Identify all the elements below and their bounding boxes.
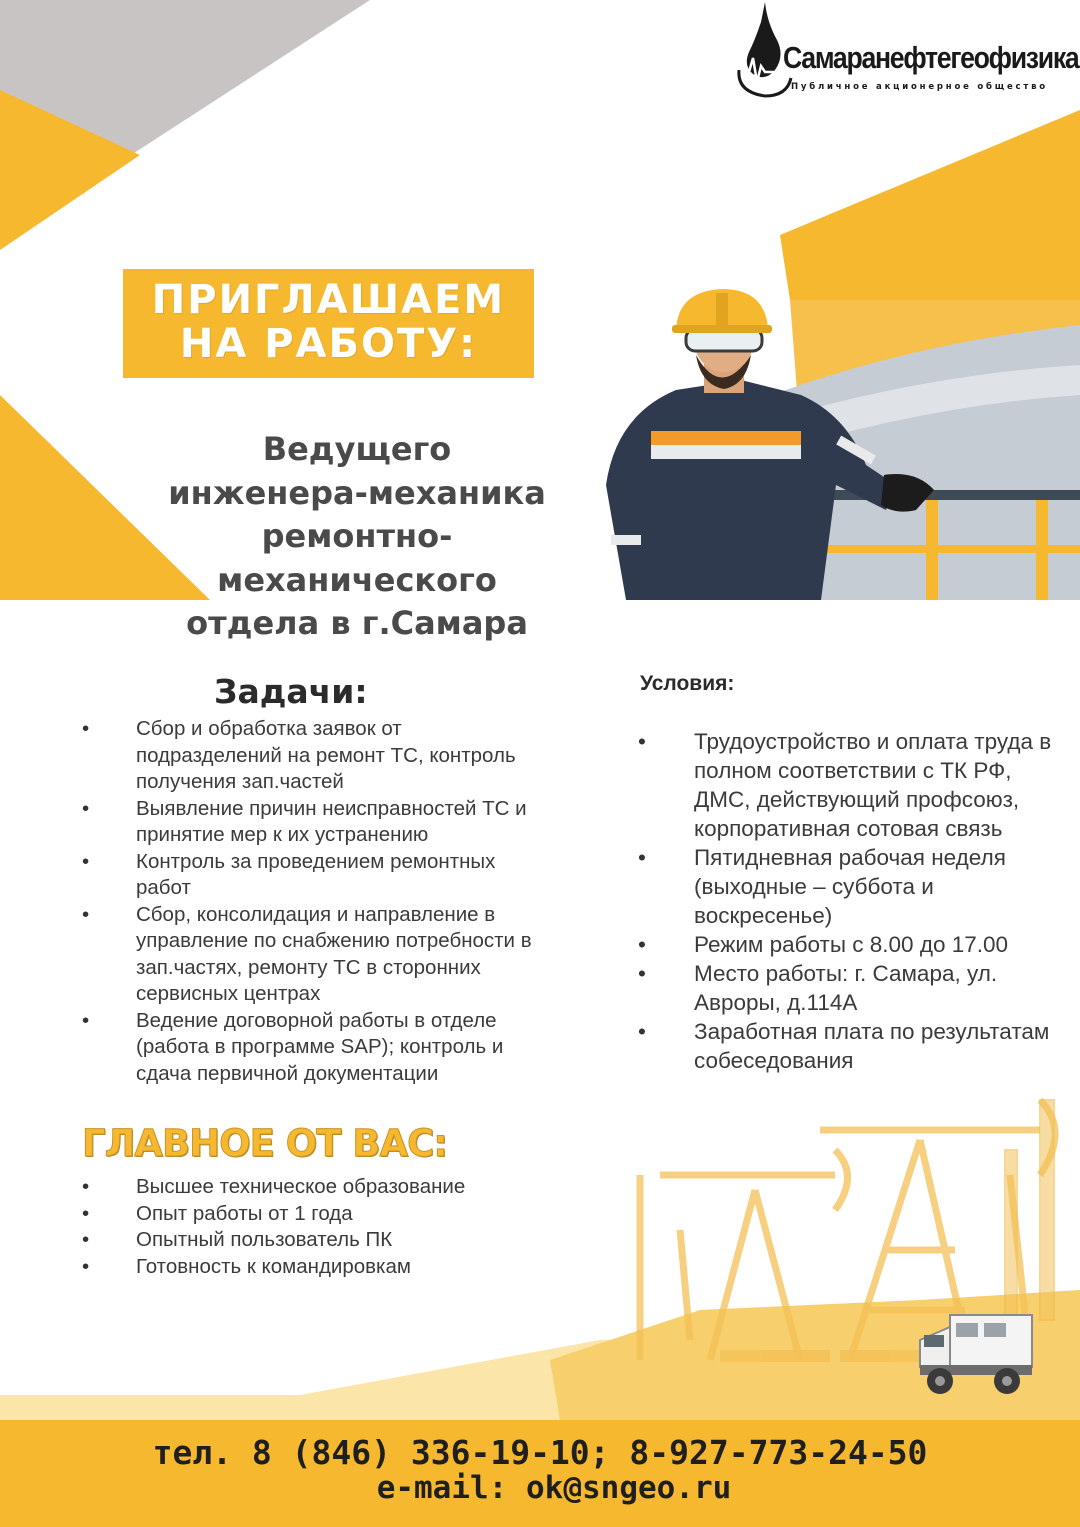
truck-illustration: [912, 1305, 1037, 1400]
banner-line-1: ПРИГЛАШАЕМ: [151, 277, 506, 323]
list-item: • Выявление причин неисправностей ТС и принятие мер к их устранению: [80, 796, 540, 849]
contacts-footer: [0, 1420, 1080, 1527]
position-line-4: механического: [217, 560, 497, 599]
contact-email[interactable]: e-mail: ok@sngeo.ru: [376, 1470, 732, 1506]
worker-illustration: [596, 285, 1080, 600]
position-title: [140, 428, 574, 646]
list-item: • Контроль за проведением ремонтных работ: [80, 849, 540, 902]
contact-phone[interactable]: тел. 8 (846) 336-19-10; 8-927-773-24-50: [152, 1433, 928, 1472]
list-item: • Пятидневная рабочая неделя (выходные – суббота и воскресенье): [636, 843, 1056, 930]
list-item: • Заработная плата по результатам собеседования: [636, 1017, 1056, 1075]
company-subtitle: Публичное акционерное общество: [791, 82, 1048, 92]
banner-line-2: НА РАБОТУ:: [179, 321, 478, 367]
list-item: • Сбор, консолидация и направление в управление по снабжению потребности в зап.частях, ремонту ТС в сторонних сервисных центрах: [80, 902, 540, 1008]
list-item: • Сбор и обработка заявок от подразделений на ремонт ТС, контроль получения зап.частей: [80, 716, 540, 796]
invite-banner: [123, 269, 534, 378]
position-line-3: ремонтно-: [261, 517, 453, 555]
tasks-heading: Задачи:: [214, 672, 368, 711]
position-line-5: отдела в г.Самара: [186, 604, 528, 642]
company-logo: [735, 0, 1079, 100]
requirements-list: [80, 1174, 540, 1280]
position-line-1: Ведущего: [262, 430, 452, 468]
conditions-list: [636, 727, 1056, 1075]
conditions-heading: Условия:: [640, 672, 735, 695]
list-item: • Высшее техническое образование: [80, 1174, 540, 1201]
list-item: • Опыт работы от 1 года: [80, 1201, 540, 1228]
position-line-2: инженера-механика: [168, 473, 546, 512]
list-item: • Ведение договорной работы в отделе (работа в программе SAP); контроль и сдача первичной документации: [80, 1008, 540, 1088]
list-item: • Опытный пользователь ПК: [80, 1227, 540, 1254]
company-name: Самаранефтегеофизика: [783, 40, 1079, 75]
tasks-list: [80, 716, 540, 1087]
list-item: • Трудоустройство и оплата труда в полном соответствии с ТК РФ, ДМС, действующий профсоюз, корпоративная сотовая связь: [636, 727, 1056, 843]
requirements-heading: ГЛАВНОЕ ОТ ВАС:: [82, 1122, 448, 1165]
list-item: • Место работы: г. Самара, ул. Авроры, д.114А: [636, 959, 1056, 1017]
list-item: • Режим работы с 8.00 до 17.00: [636, 930, 1056, 959]
list-item: • Готовность к командировкам: [80, 1254, 540, 1281]
